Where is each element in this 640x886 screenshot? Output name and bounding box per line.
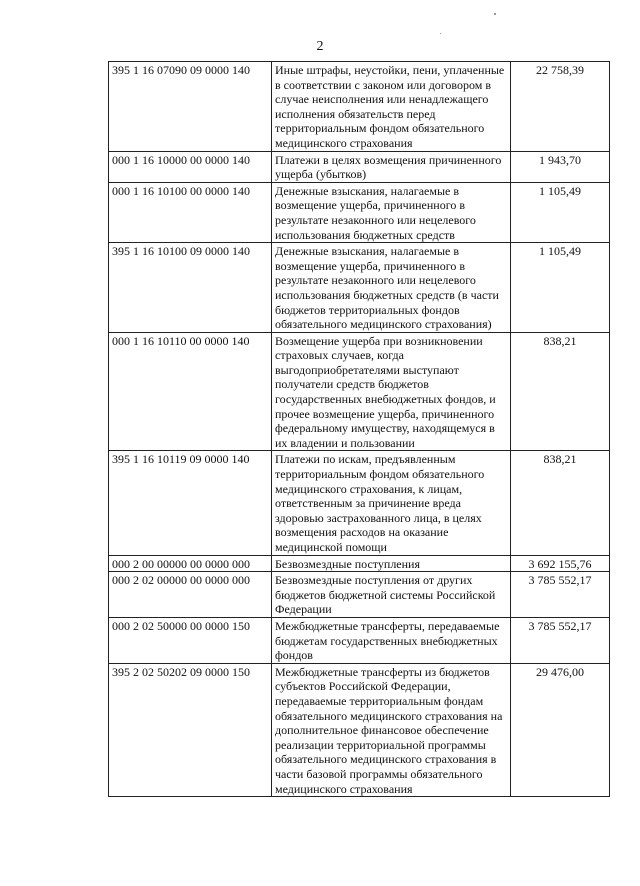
description-cell: Денежные взыскания, налагаемые в возмещение ущерба, причиненного в результате незаконного или нецелевого использования бюджетных средств (в части бюджетов территориальных фондов обязательного медицинского страхования) [272, 243, 511, 333]
budget-code-cell: 395 1 16 10119 09 0000 140 [109, 451, 272, 555]
amount-cell: 838,21 [511, 332, 610, 451]
amount-cell: 29 476,00 [511, 663, 610, 796]
description-cell: Межбюджетные трансферты, передаваемые бюджетам государственных внебюджетных фондов [272, 617, 511, 663]
amount-cell: 1 105,49 [511, 182, 610, 242]
table-row [109, 451, 610, 555]
description-cell: Денежные взыскания, налагаемые в возмещение ущерба, причиненного в результате незаконного или нецелевого использования бюджетных средств [272, 182, 511, 242]
description-cell: Иные штрафы, неустойки, пени, уплаченные в соответствии с законом или договором в случае неисполнения или ненадлежащего исполнения обязательств перед территориальным фондом обязательного медицинского страхования [272, 62, 511, 152]
description-cell: Безвозмездные поступления от других бюджетов бюджетной системы Российской Федерации [272, 572, 511, 618]
table-row [109, 151, 610, 182]
table-row [109, 62, 610, 152]
budget-code-cell: 000 1 16 10000 00 0000 140 [109, 151, 272, 182]
description-cell: Безвозмездные поступления [272, 555, 511, 572]
table-row [109, 555, 610, 572]
page-number: 2 [316, 39, 324, 54]
amount-cell: 3 785 552,17 [511, 617, 610, 663]
budget-code-cell: 000 1 16 10100 00 0000 140 [109, 182, 272, 242]
table-row [109, 572, 610, 618]
budget-code-cell: 000 2 00 00000 00 0000 000 [109, 555, 272, 572]
table-row [109, 243, 610, 333]
budget-code-cell: 000 2 02 50000 00 0000 150 [109, 617, 272, 663]
amount-cell: 1 105,49 [511, 243, 610, 333]
budget-code-cell: 395 1 16 07090 09 0000 140 [109, 62, 272, 152]
amount-cell: 22 758,39 [511, 62, 610, 152]
amount-cell: 3 785 552,17 [511, 572, 610, 618]
table-row [109, 332, 610, 451]
description-cell: Межбюджетные трансферты из бюджетов субъектов Российской Федерации, передаваемые территориальным фондам обязательного медицинского страхования на дополнительное финансовое обеспечение реализации территориальной программы обязательного медицинского страхования в части базовой программы обязательного медицинского страхования [272, 663, 511, 796]
budget-code-cell: 000 1 16 10110 00 0000 140 [109, 332, 272, 451]
description-cell: Платежи по искам, предъявленным территориальным фондом обязательного медицинского страхования, к лицам, ответственным за причинение вреда здоровью застрахованного лица, в целях возмещения расходов на оказание медицинской помощи [272, 451, 511, 555]
description-cell: Платежи в целях возмещения причиненного ущерба (убытков) [272, 151, 511, 182]
budget-code-cell: 000 2 02 00000 00 0000 000 [109, 572, 272, 618]
amount-cell: 3 692 155,76 [511, 555, 610, 572]
amount-cell: 838,21 [511, 451, 610, 555]
budget-code-cell: 395 2 02 50202 09 0000 150 [109, 663, 272, 796]
description-cell: Возмещение ущерба при возникновении страховых случаев, когда выгодоприобретателями выступают получатели средств бюджетов государственных внебюджетных фондов, и прочее возмещение ущерба, причиненного федеральному имуществу, находящемуся в их владении и пользовании [272, 332, 511, 451]
table-row [109, 182, 610, 242]
budget-code-cell: 395 1 16 10100 09 0000 140 [109, 243, 272, 333]
table-row [109, 617, 610, 663]
scan-speck [440, 33, 441, 34]
table-row [109, 663, 610, 796]
budget-revenue-table [108, 61, 610, 797]
scan-speck [494, 13, 496, 15]
amount-cell: 1 943,70 [511, 151, 610, 182]
